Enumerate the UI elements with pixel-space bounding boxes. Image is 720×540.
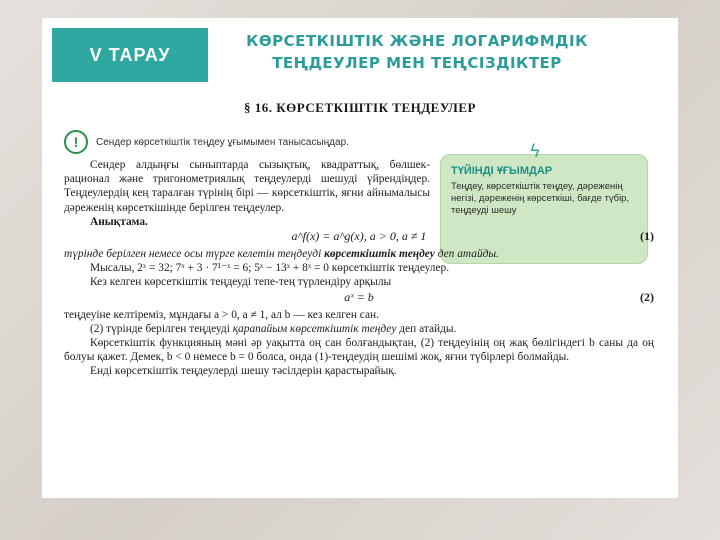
simple-text-1: (2) түрінде берілген теңдеуді (90, 322, 233, 335)
formula-2-number: (2) (640, 289, 654, 304)
closing-paragraph: Енді көрсеткіштік теңдеулерді шешу тәсілдерін қарастырайық. (90, 365, 397, 378)
definition-term: көрсеткіштік теңдеу (324, 248, 435, 261)
definition-label: Анықтама. (90, 215, 148, 228)
chapter-title-line2: ТЕҢДЕУЛЕР МЕН ТЕҢСІЗДІКТЕР (272, 54, 562, 72)
reduce-paragraph: теңдеуіне келтіреміз, мұндағы a > 0, a ≠ 1, ал b — кез келген сан. (64, 308, 379, 321)
simple-term: қарапайым көрсеткіштік теңдеу (232, 322, 397, 335)
examples-paragraph: Мысалы, 2ˣ = 32; 7ˣ + 3 · 7¹⁻ˣ = 6; 5ˣ − 13ˣ + 8ˣ = 0 көрсеткіштік теңдеулер. (90, 262, 450, 275)
exclamation-icon: ! (64, 130, 88, 154)
chapter-title-line1: КӨРСЕТКІШТІК ЖӘНЕ ЛОГАРИФМДІК (246, 32, 588, 50)
notice-text: Сендер көрсеткіштік теңдеу ұғымымен танысасыңдар. (96, 136, 349, 148)
property-paragraph: Көрсеткіштік функцияның мәні әр уақытта оң сан болғандықтан, (2) теңдеуінің оң жақ бөлігіндегі b саны да оң болуы қажет. Демек, b < 0 немесе b = 0 болса, онда (1)-теңдеудің шешімі жоқ, яғни түбірлері болмайды. (64, 337, 654, 364)
simple-equation-paragraph (64, 322, 654, 336)
formula-1-expression: a^f(x) = a^g(x), a > 0, a ≠ 1 (291, 229, 427, 244)
simple-text-2: деп атайды. (396, 322, 457, 335)
body-text (64, 158, 654, 379)
formula-1-number: (1) (640, 229, 654, 244)
formula-2 (64, 290, 654, 308)
intro-paragraph: Сендер алдыңғы сыныптарда сызықтық, квадраттық, бөлшек-рационал және тригонометриялық теңдеулерді шешуді үйрендіңдер. Теңдеулердің кең таралған түрінің бірі — көрсеткіштік, яғни айнымалысы дәреженің көрсеткішінде берілген теңдеулер. (64, 159, 430, 214)
section-title: § 16. КӨРСЕТКІШТІК ТЕҢДЕУЛЕР (244, 100, 476, 115)
lightning-icon: ϟ (529, 141, 541, 162)
chapter-title (182, 30, 652, 74)
chapter-tab: V ТАРАУ (52, 28, 208, 82)
formula-1 (64, 229, 654, 247)
key-concepts-title: ТҮЙІНДІ ҰҒЫМДАР (451, 165, 553, 177)
key-concepts-text: Теңдеу, көрсеткіштік теңдеу, дәреженің негізі, дәреженің көрсеткіші, бағде түбір, теңдеуді шешу (451, 181, 630, 216)
notice (64, 130, 349, 154)
textbook-page (42, 18, 678, 498)
definition-paragraph (64, 247, 654, 261)
definition-text-2: деп атайды. (434, 248, 499, 261)
transform-paragraph: Кез келген көрсеткіштік теңдеуді тепе-тең түрлендіру арқылы (90, 276, 392, 289)
definition-text-1: түрінде берілген немесе осы түрге келетін теңдеуді (64, 248, 325, 261)
formula-2-expression: aˣ = b (344, 289, 374, 304)
